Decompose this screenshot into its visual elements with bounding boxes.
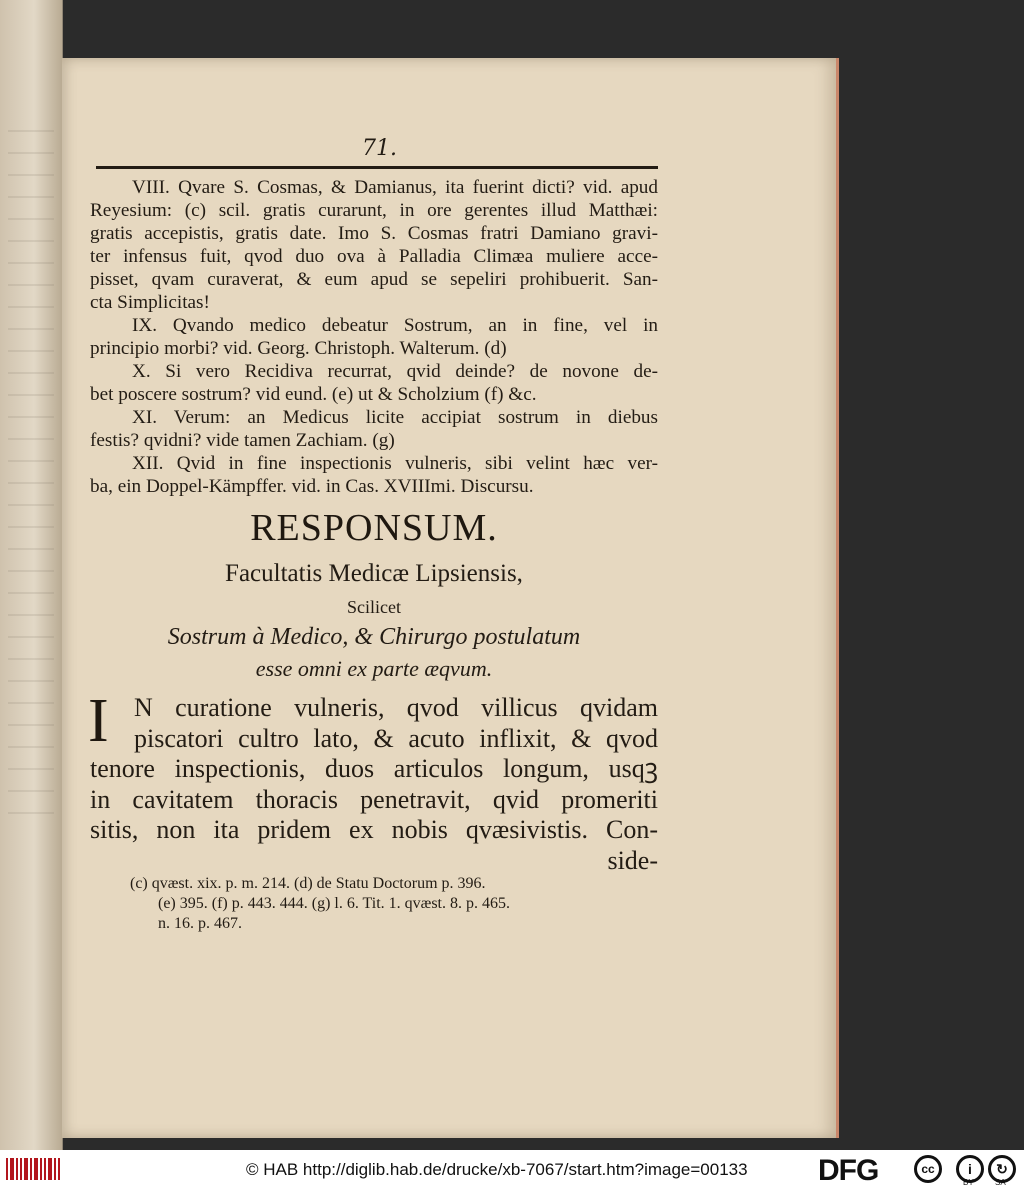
thesis-line-1: Sostrum à Medico, & Chirurgo postulatum	[167, 624, 581, 650]
viewer-footer	[0, 1150, 1024, 1190]
q-line: principio morbi? vid. Georg. Christoph. Walterum. (d)	[90, 338, 507, 359]
barcode-icon	[6, 1158, 60, 1180]
q-line: ba, ein Doppel-Kämpffer. vid. in Cas. XVIIImi. Discursu.	[90, 476, 534, 497]
book-edge	[0, 0, 63, 1150]
drop-cap: I	[88, 687, 109, 755]
q-line: XII. Qvid in fine inspectionis vulneris, sibi velint hæc ver-	[132, 453, 658, 474]
footnotes	[130, 874, 600, 934]
body-text	[90, 693, 658, 876]
q-line: cta Simplicitas!	[90, 292, 210, 313]
q-line: festis? qvidni? vide tamen Zachiam. (g)	[90, 430, 395, 451]
by-label: BY	[963, 1178, 974, 1187]
question-viii	[90, 176, 658, 314]
body-line: tenore inspectionis, duos articulos longum, usqꝫ	[90, 754, 658, 783]
body-line: sitis, non ita pridem ex nobis qvæsivistis. Con-	[90, 815, 658, 844]
scilicet-label: Scilicet	[347, 597, 401, 617]
header-rule	[96, 166, 658, 169]
footnote-line: (c) qvæst. xix. p. m. 214. (d) de Statu Doctorum p. 396.	[130, 875, 486, 892]
edge-marks	[8, 130, 54, 830]
q-line: gratis accepistis, gratis date. Imo S. Cosmas fratri Damiano gravi-	[90, 223, 658, 244]
body-line: piscatori cultro lato, & acuto inflixit, & qvod	[134, 723, 658, 753]
sa-label: SA	[995, 1178, 1006, 1187]
thesis-line-2: esse omni ex parte æqvum.	[255, 656, 493, 681]
q-line: VIII. Qvare S. Cosmas, & Damianus, ita fuerint dicti? vid. apud	[132, 177, 658, 198]
body-line: in cavitatem thoracis penetravit, qvid promeriti	[90, 784, 658, 814]
dfg-logo: DFG	[818, 1154, 879, 1187]
question-xii	[90, 452, 658, 498]
question-ix	[90, 314, 658, 360]
faculty-heading: Facultatis Medicæ Lipsiensis,	[225, 560, 523, 587]
question-xi	[90, 406, 658, 452]
footnote-line: (e) 395. (f) p. 443. 444. (g) l. 6. Tit. 1. qvæst. 8. p. 465.	[158, 895, 510, 912]
q-line: Reyesium: (c) scil. gratis curarunt, in ore gerentes illud Matthæi:	[90, 200, 658, 221]
responsum-title: RESPONSUM.	[250, 507, 498, 549]
footnote-line: n. 16. p. 467.	[158, 915, 242, 932]
q-line: pisset, qvam curaverat, & eum apud se sepeliri prohibuerit. San-	[90, 269, 658, 290]
cc-icon: cc	[914, 1155, 942, 1183]
copyright-credit[interactable]: © HAB http://diglib.hab.de/drucke/xb-7067/start.htm?image=00133	[246, 1160, 748, 1179]
sa-icon: ↻	[988, 1155, 1016, 1183]
question-x	[90, 360, 658, 406]
q-line: bet poscere sostrum? vid eund. (e) ut & Scholzium (f) &c.	[90, 384, 537, 405]
q-line: ter infensus fuit, qvod duo ova à Palladia Climæa muliere acce-	[90, 246, 658, 267]
by-icon: i	[956, 1155, 984, 1183]
page-number: 71.	[362, 136, 397, 161]
q-line: IX. Qvando medico debeatur Sostrum, an in fine, vel in	[132, 315, 658, 336]
q-line: X. Si vero Recidiva recurrat, qvid deinde? de novone de-	[132, 361, 658, 382]
body-line: N curatione vulneris, qvod villicus qvidam	[134, 693, 658, 722]
q-line: XI. Verum: an Medicus licite accipiat sostrum in diebus	[132, 407, 658, 428]
catchword: side-	[607, 845, 658, 875]
